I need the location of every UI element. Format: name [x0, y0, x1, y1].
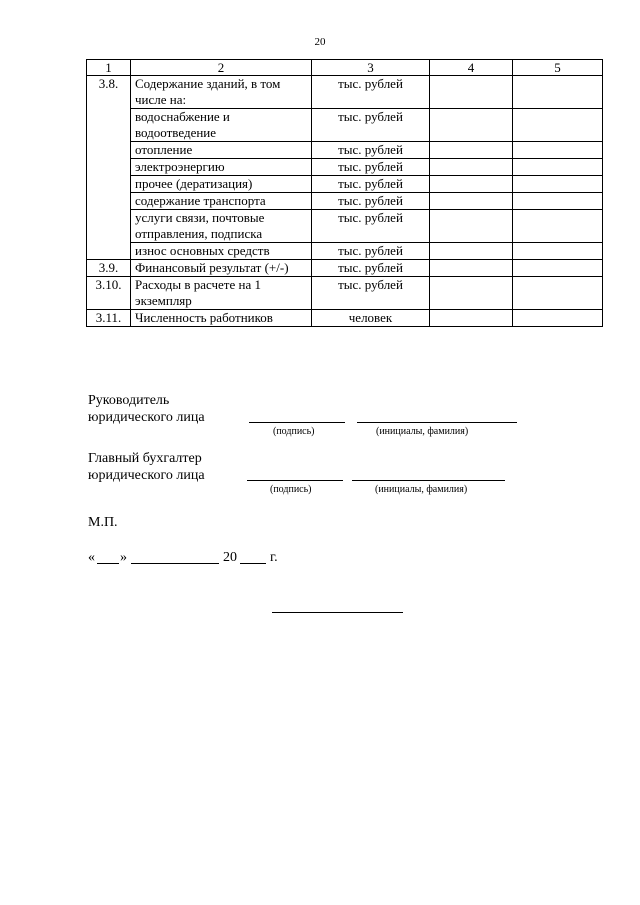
row-unit: тыс. рублей — [312, 260, 430, 277]
page-number: 20 — [314, 36, 326, 48]
closing-divider — [272, 612, 403, 613]
table-row — [87, 260, 603, 277]
head-signature-caption: (подпись) — [273, 426, 315, 437]
table-row — [87, 277, 603, 310]
head-name-line[interactable] — [357, 422, 517, 423]
table-row — [87, 176, 603, 193]
row-unit: тыс. рублей — [312, 142, 430, 159]
value-cell — [430, 210, 513, 243]
column-header: 3 — [312, 60, 430, 76]
value-cell — [513, 277, 603, 310]
row-unit: тыс. рублей — [312, 76, 430, 109]
table-row — [87, 310, 603, 327]
column-header: 4 — [430, 60, 513, 76]
head-signature-line[interactable] — [249, 422, 345, 423]
value-cell — [430, 176, 513, 193]
table-row — [87, 193, 603, 210]
value-cell — [513, 193, 603, 210]
row-label: водоснабжение и водоотведение — [131, 109, 312, 142]
date-year-prefix: 20 — [223, 550, 237, 565]
date-open-quote: « — [88, 550, 95, 565]
value-cell — [513, 76, 603, 109]
value-cell — [430, 193, 513, 210]
value-cell — [430, 277, 513, 310]
column-header: 1 — [87, 60, 131, 76]
chief-accountant-name-line[interactable] — [352, 480, 505, 481]
chief-accountant-signature-caption: (подпись) — [270, 484, 312, 495]
row-unit: тыс. рублей — [312, 176, 430, 193]
row-label: отопление — [131, 142, 312, 159]
date-suffix: г. — [270, 550, 278, 565]
value-cell — [430, 260, 513, 277]
row-label: Численность работников — [131, 310, 312, 327]
value-cell — [513, 159, 603, 176]
table-row — [87, 109, 603, 142]
row-number: 3.8. — [87, 76, 131, 260]
row-unit: человек — [312, 310, 430, 327]
row-unit: тыс. рублей — [312, 277, 430, 310]
row-number: 3.11. — [87, 310, 131, 327]
row-number: 3.10. — [87, 277, 131, 310]
head-title-line1: Руководитель — [88, 393, 170, 408]
row-label: содержание транспорта — [131, 193, 312, 210]
stamp-label: М.П. — [88, 515, 118, 530]
table-row — [87, 76, 603, 109]
row-unit: тыс. рублей — [312, 243, 430, 260]
value-cell — [430, 109, 513, 142]
row-label: прочее (дератизация) — [131, 176, 312, 193]
column-header: 5 — [513, 60, 603, 76]
row-label: износ основных средств — [131, 243, 312, 260]
date-month-line[interactable] — [131, 563, 219, 564]
value-cell — [513, 109, 603, 142]
value-cell — [513, 142, 603, 159]
date-year-line[interactable] — [240, 563, 266, 564]
date-close-quote: » — [120, 550, 127, 565]
row-unit: тыс. рублей — [312, 159, 430, 176]
column-header: 2 — [131, 60, 312, 76]
value-cell — [430, 159, 513, 176]
row-label: Содержание зданий, в том числе на: — [131, 76, 312, 109]
chief-accountant-name-caption: (инициалы, фамилия) — [375, 484, 468, 495]
date-day-line[interactable] — [97, 563, 119, 564]
table-row — [87, 142, 603, 159]
value-cell — [430, 243, 513, 260]
value-cell — [430, 76, 513, 109]
value-cell — [513, 260, 603, 277]
row-number: 3.9. — [87, 260, 131, 277]
value-cell — [430, 310, 513, 327]
row-label: электроэнергию — [131, 159, 312, 176]
chief-accountant-title-line1: Главный бухгалтер — [88, 451, 202, 466]
row-unit: тыс. рублей — [312, 210, 430, 243]
table-header-row — [87, 60, 603, 76]
value-cell — [430, 142, 513, 159]
table-row — [87, 243, 603, 260]
row-unit: тыс. рублей — [312, 193, 430, 210]
head-title-line2: юридического лица — [88, 410, 205, 425]
value-cell — [513, 176, 603, 193]
row-label: Финансовый результат (+/-) — [131, 260, 312, 277]
value-cell — [513, 243, 603, 260]
head-name-caption: (инициалы, фамилия) — [376, 426, 469, 437]
value-cell — [513, 210, 603, 243]
report-table — [86, 59, 603, 327]
row-label: услуги связи, почтовые отправления, подписка — [131, 210, 312, 243]
table-row — [87, 210, 603, 243]
chief-accountant-signature-line[interactable] — [247, 480, 343, 481]
chief-accountant-title-line2: юридического лица — [88, 468, 205, 483]
row-unit: тыс. рублей — [312, 109, 430, 142]
row-label: Расходы в расчете на 1 экземпляр — [131, 277, 312, 310]
table-row — [87, 159, 603, 176]
value-cell — [513, 310, 603, 327]
